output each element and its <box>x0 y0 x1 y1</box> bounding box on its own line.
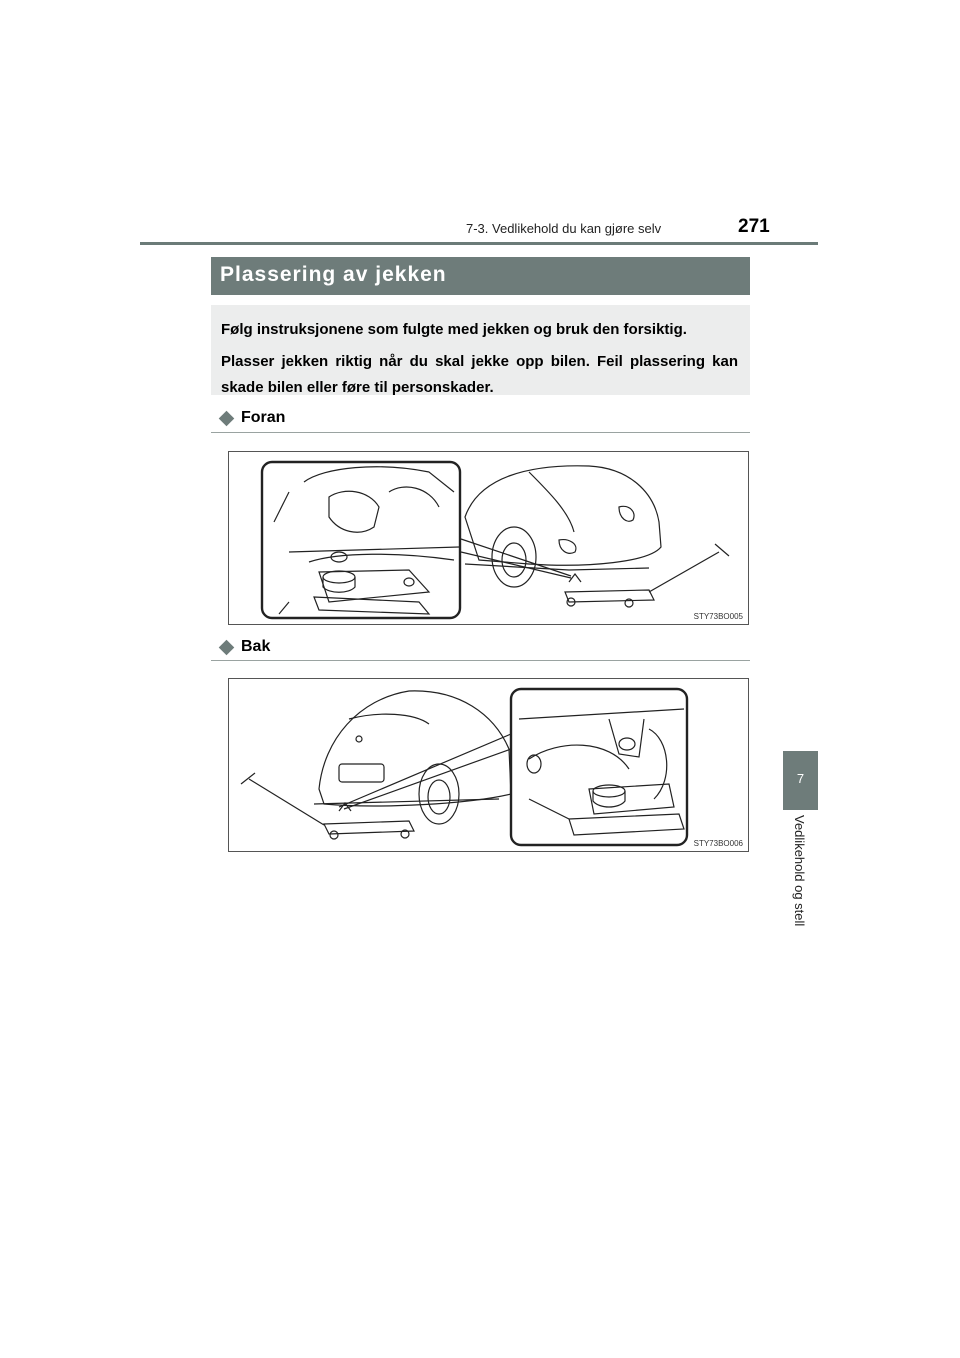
chapter-tab[interactable]: 7 <box>783 751 818 810</box>
figure-code: STY73BO006 <box>693 839 743 848</box>
subheading-rear-label: Bak <box>241 638 271 655</box>
header-section-title: 7-3. Vedlikehold du kan gjøre selv <box>466 221 662 236</box>
page-title: Plassering av jekken <box>211 257 750 295</box>
diamond-bullet-icon <box>219 639 235 655</box>
subheading-front-label: Foran <box>241 409 286 426</box>
diamond-bullet-icon <box>219 410 235 426</box>
intro-box <box>211 305 750 395</box>
intro-paragraph-1: Følg instruksjonene som fulgte med jekken og bruk den forsiktig. <box>221 321 687 338</box>
subheading-front <box>219 409 285 427</box>
chapter-tab-label: Vedlikehold og stell <box>792 815 807 927</box>
subheading-divider <box>211 660 750 661</box>
figure-rear-jack-point <box>228 678 749 852</box>
figure-code: STY73BO005 <box>693 612 743 621</box>
front-jack-illustration <box>229 452 748 624</box>
header-divider <box>140 242 818 245</box>
subheading-rear <box>219 638 270 656</box>
intro-paragraph-2: Plasser jekken riktig når du skal jekke opp bilen. Feil plassering kan skade bilen eller føre til personskader. <box>221 353 738 396</box>
rear-jack-illustration <box>229 679 748 851</box>
subheading-divider <box>211 432 750 433</box>
page-number: 271 <box>738 216 770 237</box>
figure-front-jack-point <box>228 451 749 625</box>
